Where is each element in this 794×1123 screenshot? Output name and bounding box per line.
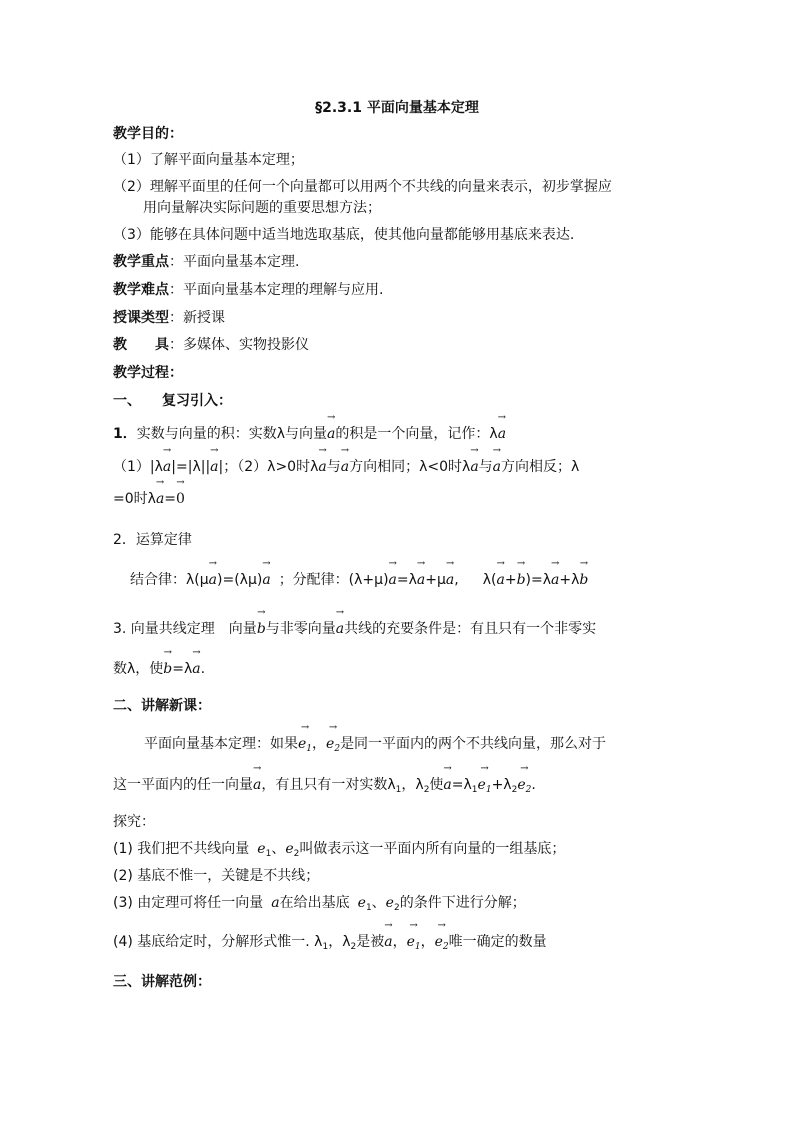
text: ， bbox=[312, 736, 327, 752]
text: +λ bbox=[559, 572, 580, 588]
vector-a: → a bbox=[470, 457, 478, 477]
text: 是被 bbox=[356, 934, 385, 950]
symbol-a: a bbox=[271, 895, 280, 911]
explore-item-1 bbox=[113, 839, 565, 864]
subscript-1: 1 bbox=[414, 942, 421, 952]
section-3-heading: 三、讲解范例： bbox=[113, 974, 211, 990]
subscript-2: 2 bbox=[350, 942, 357, 952]
text: 结合律：λ(μ bbox=[130, 572, 209, 588]
vector-a: → a bbox=[327, 424, 335, 444]
vector-a: → a bbox=[498, 424, 506, 444]
subscript-1: 1 bbox=[471, 785, 478, 795]
text: =λ bbox=[451, 777, 472, 793]
text: （1）|λ bbox=[113, 459, 163, 475]
text: 共线的充要条件是：有且只有一个非零实 bbox=[344, 621, 597, 637]
tools-text: ：多媒体、实物投影仪 bbox=[169, 337, 309, 353]
text: 唯一确定的数量 bbox=[448, 934, 547, 950]
explore-heading: 探究： bbox=[113, 814, 155, 830]
text: ，λ bbox=[401, 777, 424, 793]
review-1-line-1 bbox=[113, 424, 506, 444]
goal-1: （1）了解平面向量基本定理； bbox=[113, 152, 304, 168]
theorem-line-2 bbox=[113, 775, 536, 800]
goal-2-line-2: 用向量解决实际问题的重要思想方法； bbox=[143, 200, 381, 216]
vector-a: → a bbox=[210, 457, 218, 477]
symbol-e: e bbox=[357, 895, 366, 911]
text: ， bbox=[420, 934, 435, 950]
text: ，有且只有一对实数λ bbox=[261, 777, 396, 793]
vector-e2 bbox=[326, 734, 340, 759]
vector-a: → a bbox=[209, 570, 217, 590]
text: )=λ bbox=[525, 572, 552, 588]
vector-a: → a bbox=[318, 457, 326, 477]
difficulty-label: 教学难点 bbox=[113, 282, 169, 298]
vector-a: → a bbox=[262, 570, 270, 590]
subscript-2: 2 bbox=[442, 942, 449, 952]
vector-a: → a bbox=[389, 570, 397, 590]
text: 实数与向量的积：实数λ与向量 bbox=[136, 426, 328, 442]
text: 叫做表示这一平面内所有向量的一组基底； bbox=[299, 841, 566, 857]
text: 是同一平面内的两个不共线向量，那么对于 bbox=[340, 736, 607, 752]
lesson-type-text: ：新授课 bbox=[169, 310, 225, 326]
text: 平面向量基本定理：如果 bbox=[144, 736, 298, 752]
review-3-line-1 bbox=[113, 619, 596, 639]
text: 的积是一个向量，记作：λ bbox=[335, 426, 498, 442]
vector-e1 bbox=[407, 932, 421, 957]
subscript-1: 1 bbox=[365, 903, 372, 913]
vector-b: → b bbox=[579, 570, 588, 590]
text: (4) 基底给定时，分解形式惟一. λ bbox=[113, 934, 323, 950]
symbol-e: e bbox=[385, 895, 394, 911]
subscript-2: 2 bbox=[393, 903, 400, 913]
symbol-e: e bbox=[434, 934, 443, 950]
vector-e2 bbox=[435, 932, 449, 957]
text: 数λ，使 bbox=[113, 661, 164, 677]
subscript-1: 1 bbox=[265, 849, 272, 859]
review-1-line-3 bbox=[113, 489, 185, 509]
text: 、 bbox=[271, 841, 286, 857]
text: |=|λ|| bbox=[171, 459, 211, 475]
explore-item-3 bbox=[113, 893, 526, 918]
explore-item-4 bbox=[113, 932, 547, 957]
vector-a: → a bbox=[496, 570, 504, 590]
text: . bbox=[200, 661, 206, 677]
vector-e1 bbox=[478, 775, 492, 800]
text: . bbox=[531, 777, 536, 793]
vector-b: → b bbox=[517, 570, 526, 590]
vector-a: → a bbox=[417, 570, 425, 590]
symbol-e: e bbox=[257, 841, 266, 857]
subscript-1: 1 bbox=[485, 785, 492, 795]
vector-a: → a bbox=[336, 619, 344, 639]
subscript-1: 1 bbox=[306, 744, 313, 754]
text: 与 bbox=[326, 459, 341, 475]
review-2-heading: 2．运算定律 bbox=[113, 532, 192, 548]
text: )=(λμ) bbox=[217, 572, 263, 588]
subscript-2: 2 bbox=[511, 785, 518, 795]
focus-text: ：平面向量基本定理. bbox=[169, 254, 300, 270]
subscript-1: 1 bbox=[322, 942, 329, 952]
section-1-heading: 一、 复习引入： bbox=[113, 393, 232, 409]
text: 方向相同；λ<0时λ bbox=[349, 459, 471, 475]
text: 与 bbox=[478, 459, 493, 475]
vector-a: → a bbox=[253, 775, 261, 795]
focus-label: 教学重点 bbox=[113, 254, 169, 270]
review-1-number: 1． bbox=[113, 426, 137, 442]
text: 这一平面内的任一向量 bbox=[113, 777, 253, 793]
vector-a: → a bbox=[493, 457, 501, 477]
symbol-e: e bbox=[477, 777, 486, 793]
section-2-heading: 二、讲解新课： bbox=[113, 698, 211, 714]
text: =λ bbox=[396, 572, 417, 588]
tools-label: 教 具 bbox=[113, 337, 169, 353]
vector-b: → b bbox=[163, 659, 172, 679]
symbol-e: e bbox=[298, 736, 307, 752]
lesson-type-line bbox=[113, 308, 225, 328]
review-3-line-2 bbox=[113, 659, 205, 679]
process-heading: 教学过程： bbox=[113, 365, 183, 381]
page-title: §2.3.1 平面向量基本定理 bbox=[315, 100, 479, 116]
text: 的条件下进行分解； bbox=[399, 895, 526, 911]
text: 、 bbox=[371, 895, 386, 911]
subscript-2: 2 bbox=[293, 849, 300, 859]
subscript-2: 2 bbox=[525, 785, 532, 795]
vector-a: → a bbox=[551, 570, 559, 590]
operation-laws-line bbox=[130, 570, 588, 590]
text: +λ bbox=[491, 777, 512, 793]
vector-a: → a bbox=[446, 570, 454, 590]
vector-a: → a bbox=[156, 489, 164, 509]
vector-a: → a bbox=[192, 659, 200, 679]
text: λ( bbox=[482, 572, 497, 588]
goals-heading: 教学目的： bbox=[113, 126, 183, 142]
vector-a: → a bbox=[443, 775, 451, 795]
text: ， bbox=[392, 934, 407, 950]
explore-item-2: (2) 基底不惟一，关键是不共线； bbox=[113, 868, 320, 884]
vector-e1 bbox=[298, 734, 312, 759]
text: |；（2）λ>0时λ bbox=[218, 459, 319, 475]
lesson-type-label: 授课类型 bbox=[113, 310, 169, 326]
text: (1) 我们把不共线向量 bbox=[113, 841, 250, 857]
symbol-e: e bbox=[326, 736, 335, 752]
subscript-2: 2 bbox=[423, 785, 430, 795]
difficulty-line bbox=[113, 280, 383, 300]
vector-e2 bbox=[517, 775, 531, 800]
text: =λ bbox=[172, 661, 193, 677]
vector-a: → a bbox=[384, 932, 392, 952]
symbol-e: e bbox=[517, 777, 526, 793]
theorem-line-1 bbox=[144, 734, 606, 759]
vector-a: → a bbox=[341, 457, 349, 477]
text: (3) 由定理可将任一向量 bbox=[113, 895, 264, 911]
zero-vector: → 0 bbox=[176, 489, 185, 509]
text: =0时λ bbox=[113, 491, 156, 507]
text: 在给出基底 bbox=[279, 895, 350, 911]
goal-2-line-1: （2）理解平面里的任何一个向量都可以用两个不共线的向量来表示，初步掌握应 bbox=[113, 179, 612, 195]
difficulty-text: ：平面向量基本定理的理解与应用. bbox=[169, 282, 384, 298]
symbol-e: e bbox=[406, 934, 415, 950]
text: 3. 向量共线定理 向量 bbox=[113, 621, 257, 637]
text: + bbox=[504, 572, 517, 588]
text: +μ bbox=[425, 572, 446, 588]
text: 使 bbox=[429, 777, 444, 793]
focus-line bbox=[113, 252, 299, 272]
subscript-2: 2 bbox=[334, 744, 341, 754]
vector-a: → a bbox=[163, 457, 171, 477]
review-1-line-2 bbox=[113, 457, 579, 477]
text: 与非零向量 bbox=[265, 621, 336, 637]
vector-b: → b bbox=[257, 619, 266, 639]
subscript-1: 1 bbox=[395, 785, 402, 795]
text: ，λ bbox=[328, 934, 351, 950]
symbol-e: e bbox=[285, 841, 294, 857]
text: , bbox=[454, 572, 459, 588]
goal-3: （3）能够在具体问题中适当地选取基底，使其他向量都能够用基底来表达. bbox=[113, 227, 575, 243]
tools-line bbox=[113, 335, 309, 355]
text: ；分配律：(λ+μ) bbox=[278, 572, 389, 588]
text: = bbox=[164, 491, 177, 507]
text: 方向相反；λ bbox=[501, 459, 580, 475]
